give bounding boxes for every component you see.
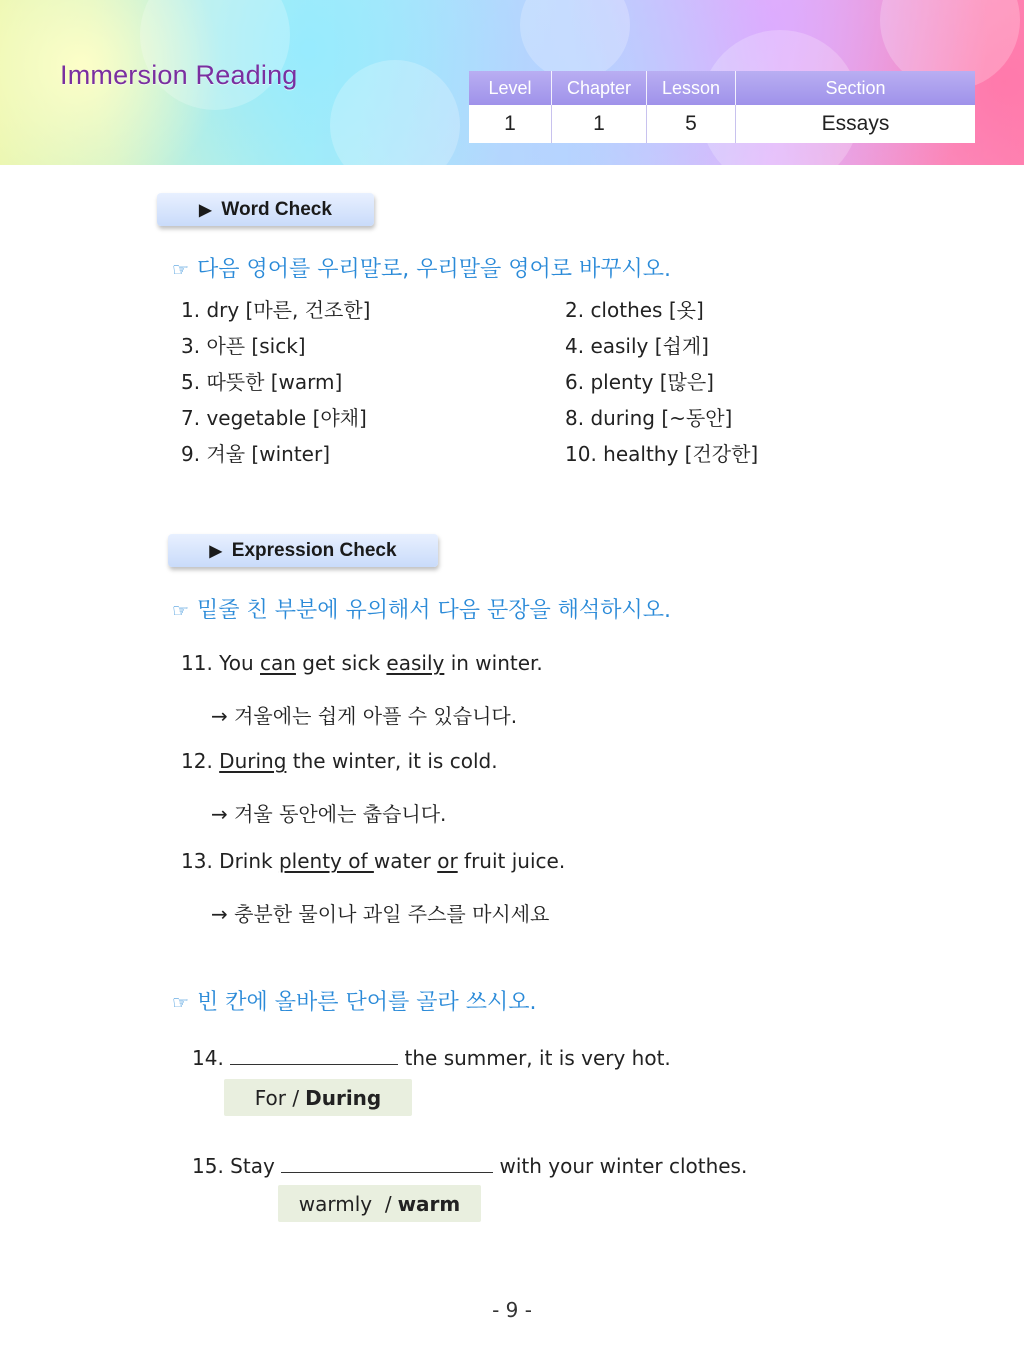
value-lesson: 5	[647, 105, 736, 143]
word-item: 5. 따뜻한 [warm]	[181, 370, 343, 394]
word-item: 10. healthy [건강한]	[565, 442, 759, 466]
decor-bubble	[140, 0, 290, 110]
word-item: 9. 겨울 [winter]	[181, 442, 331, 466]
word-item: 6. plenty [많은]	[565, 370, 714, 394]
choice-box-14	[224, 1079, 412, 1116]
underlined-phrase: easily	[386, 651, 445, 675]
word-item: 8. during [~동안]	[565, 406, 733, 430]
underlined-phrase: or	[437, 849, 458, 873]
word-item: 7. vegetable [야채]	[181, 406, 367, 430]
translation-11: → 겨울에는 쉽게 아플 수 있습니다.	[211, 704, 518, 728]
value-section: Essays	[736, 105, 976, 143]
choice-option[interactable]: For /	[254, 1085, 300, 1110]
instruction-text: 빈 칸에 올바른 단어를 골라 쓰시오.	[197, 990, 537, 1015]
choice-option[interactable]: warmly /	[298, 1191, 392, 1216]
choice-option[interactable]: warm	[397, 1191, 461, 1216]
word-item: 4. easily [쉽게]	[565, 334, 709, 358]
instruction-text: 밑줄 친 부분에 유의해서 다음 문장을 해석하시오.	[197, 598, 672, 623]
header-banner	[0, 0, 1024, 165]
translation-12: → 겨울 동안에는 춥습니다.	[211, 802, 447, 826]
play-triangle-icon: ▶	[199, 201, 212, 219]
word-check-instruction	[172, 252, 671, 283]
instruction-text: 다음 영어를 우리말로, 우리말을 영어로 바꾸시오.	[197, 257, 672, 282]
decor-bubble	[520, 0, 630, 80]
word-item: 1. dry [마른, 건조한]	[181, 298, 371, 322]
answer-blank[interactable]	[230, 1046, 398, 1065]
expression-check-heading	[168, 534, 438, 567]
pointing-hand-icon: ☞	[172, 992, 190, 1014]
decor-bubble	[330, 60, 460, 165]
pointing-hand-icon: ☞	[172, 259, 190, 281]
word-item: 3. 아픈 [sick]	[181, 334, 306, 358]
page-number: - 9 -	[492, 1298, 532, 1322]
answer-blank[interactable]	[281, 1154, 493, 1173]
brand-title: Immersion Reading	[60, 60, 298, 90]
choice-box-15	[278, 1185, 481, 1222]
expression-check-title: Expression Check	[231, 539, 397, 561]
sentence-11: 11. You can get sick easily in winter.	[181, 651, 543, 675]
question-15: 15. Stay with your winter clothes.	[192, 1154, 748, 1178]
choice-option[interactable]: During	[305, 1085, 382, 1110]
underlined-phrase: plenty of	[278, 849, 374, 873]
underlined-phrase: can	[260, 651, 296, 675]
translation-13: → 충분한 물이나 과일 주스를 마시세요	[211, 902, 550, 926]
header-chapter: Chapter	[552, 71, 647, 105]
sentence-13: 13. Drink plenty of water or fruit juice.	[181, 849, 566, 873]
play-triangle-icon: ▶	[209, 542, 222, 560]
word-check-heading	[157, 193, 374, 226]
sentence-12: 12. During the winter, it is cold.	[181, 749, 498, 773]
header-level: Level	[469, 71, 552, 105]
header-section: Section	[736, 71, 976, 105]
expression-check-instruction	[172, 593, 671, 624]
lesson-info-table	[469, 71, 975, 143]
word-item: 2. clothes [옷]	[565, 298, 704, 322]
header-lesson: Lesson	[647, 71, 736, 105]
word-check-title: Word Check	[221, 198, 332, 220]
underlined-phrase: During	[219, 749, 287, 773]
value-level: 1	[469, 105, 552, 143]
value-chapter: 1	[552, 105, 647, 143]
pointing-hand-icon: ☞	[172, 600, 190, 622]
question-14: 14. the summer, it is very hot.	[192, 1046, 671, 1070]
fill-blank-instruction	[172, 985, 537, 1016]
